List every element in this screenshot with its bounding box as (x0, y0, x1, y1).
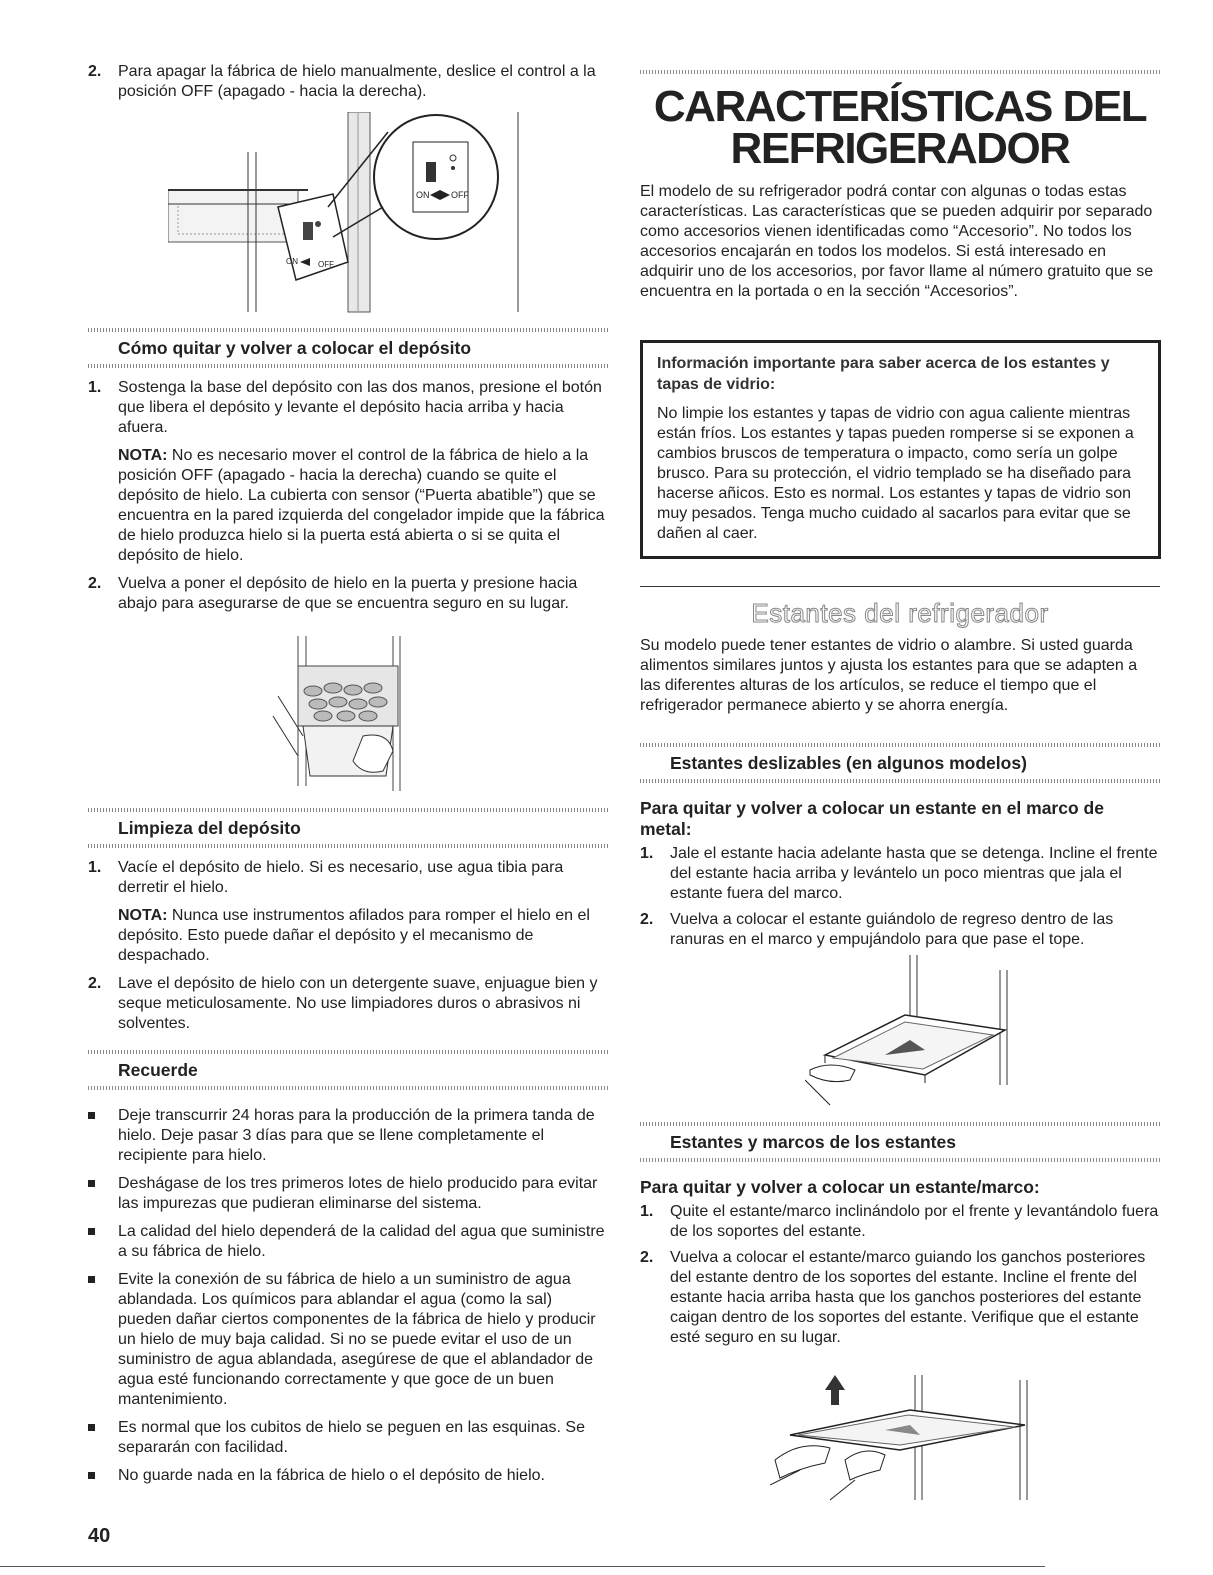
bullet-icon (88, 1424, 95, 1431)
features-intro: El modelo de su refrigerador podrá contar con algunas o todas estas características. Las características que se pueden adquirir por separado como accesorios vienen identificadas como “Accesorio”. No todos los accesorios encajarán en todos los modelos. Si está interesado en adquirir uno de los accesorios, por favor llame al número gratuito que se encuentra en la portada o en la sección “Accesorios”. (640, 183, 1154, 300)
divider-hatch (640, 1158, 1160, 1162)
shelf-frame-illustration (770, 1375, 1040, 1505)
bullet-icon (88, 1180, 95, 1187)
step-number: 1. (88, 379, 102, 396)
shelf-frames-section (640, 1122, 1160, 1348)
section-heading: Cómo quitar y volver a colocar el depósito (118, 338, 472, 358)
bullet-item (88, 1418, 608, 1458)
bullet-text: Deshágase de los tres primeros lotes de hielo producido para evitar las impurezas que pudieran eliminarse del sistema. (118, 1175, 598, 1212)
step-number: 2. (88, 63, 102, 80)
label-on-small: ON (286, 257, 298, 266)
step-turn-off (88, 62, 608, 102)
step-1 (640, 1202, 1160, 1242)
glass-shelves-info-box (640, 340, 1161, 559)
step-text: Lave el depósito de hielo con un detergente suave, enjuague bien y seque meticulosamente. No use limpiadores duros o abrasivos ni solventes. (118, 975, 598, 1032)
title-line-2: REFRIGERADOR (730, 124, 1070, 173)
bullet-icon (88, 1228, 95, 1235)
section-heading: Estantes deslizables (en algunos modelos) (670, 753, 1027, 773)
step-text: Vacíe el depósito de hielo. Si es necesario, use agua tibia para derretir el hielo. (118, 859, 564, 896)
bullet-text: Deje transcurrir 24 horas para la producción de la primera tanda de hielo. Deje pasar 3 días para que se llene completamente el recipiente para hielo. (118, 1107, 595, 1164)
label-off: OFF (451, 190, 469, 200)
section-heading: Recuerde (118, 1060, 198, 1080)
shelves-title: Estantes del refrigerador (751, 598, 1049, 628)
bullet-text: La calidad del hielo dependerá de la calidad del agua que suministre a su fábrica de hielo. (118, 1223, 605, 1260)
bullet-item (88, 1106, 608, 1166)
note-text: No es necesario mover el control de la fábrica de hielo a la posición OFF (apagado - hacia la derecha) cuando se quite el depósito de hielo. La cubierta con sensor (“Puerta abatible”) que se encuentra en la pared izquierda del congelador impide que la fábrica de hielo produzca hielo si la puerta está abierta o si se quita el depósito de hielo. (118, 447, 605, 564)
note (88, 446, 608, 566)
clean-bin-section (88, 808, 608, 1034)
section-heading: Limpieza del depósito (118, 818, 301, 838)
step-1 (640, 844, 1160, 904)
bullet-item (88, 1174, 608, 1214)
divider-hatch (88, 844, 608, 848)
step-2 (88, 974, 608, 1034)
note (88, 906, 608, 966)
subheading: Para quitar y volver a colocar un estante/marco: (640, 1177, 1040, 1197)
bullet-icon (88, 1276, 95, 1283)
subheading: Para quitar y volver a colocar un estante en el marco de metal: (640, 798, 1104, 839)
step-2 (640, 910, 1160, 950)
ice-maker-control-illustration (168, 112, 528, 317)
bullet-text: Es normal que los cubitos de hielo se peguen en las esquinas. Se separarán con facilidad. (118, 1419, 585, 1456)
up-arrow-icon (825, 1375, 845, 1405)
step-text: Para apagar la fábrica de hielo manualmente, deslice el control a la posición OFF (apagado - hacia la derecha). (118, 63, 596, 100)
remember-section (88, 1050, 608, 1486)
step-number: 1. (640, 1203, 654, 1220)
note-label: NOTA: (118, 447, 168, 464)
label-off-small: OFF (318, 260, 334, 269)
divider-hatch (640, 779, 1160, 783)
page-title (640, 82, 1160, 173)
divider-line (640, 586, 1160, 587)
step-number: 1. (640, 845, 654, 862)
step-text: Sostenga la base del depósito con las dos manos, presione el botón que libera el depósito y levante el depósito hacia arriba y hacia afuera. (118, 379, 602, 436)
divider-hatch (88, 364, 608, 368)
bullet-text: No guarde nada en la fábrica de hielo o el depósito de hielo. (118, 1467, 545, 1484)
label-on: ON (416, 190, 430, 200)
step-1 (88, 378, 608, 438)
step-number: 2. (88, 975, 102, 992)
bullet-item (88, 1466, 608, 1486)
divider-hatch (640, 70, 1160, 74)
step-number: 1. (88, 859, 102, 876)
step-1 (88, 858, 608, 898)
info-box-heading: Información importante para saber acerca de los estantes y tapas de vidrio: (657, 355, 1110, 393)
step-text: Quite el estante/marco inclinándolo por el frente y levantándolo fuera de los soportes del estante. (670, 1203, 1159, 1240)
page-number: 40 (88, 1525, 111, 1547)
bullet-item (88, 1270, 608, 1410)
page-bottom-rule (0, 1566, 1045, 1567)
step-text: Vuelva a poner el depósito de hielo en la puerta y presione hacia abajo para asegurarse de que se encuentra seguro en su lugar. (118, 575, 578, 612)
remove-bin-section (88, 328, 608, 614)
ice-bin-illustration (268, 636, 428, 796)
divider-hatch (88, 1086, 608, 1090)
step-number: 2. (640, 1249, 654, 1266)
sliding-shelf-illustration (805, 955, 1015, 1115)
step-number: 2. (640, 911, 654, 928)
step-number: 2. (88, 575, 102, 592)
info-box-text: No limpie los estantes y tapas de vidrio con agua caliente mientras están fríos. Los estantes y tapas pueden romperse si se exponen a cambios bruscos de temperatura o impacto, como sería un golpe brusco. Para su protección, el vidrio templado se ha diseñado para hacerse añicos. Esto es normal. Los estantes y tapas de vidrio son muy pesados. Tenga mucho cuidado al sacarlos para evitar que se dañen al caer. (657, 405, 1134, 542)
bullet-icon (88, 1472, 95, 1479)
step-text: Vuelva a colocar el estante/marco guiando los ganchos posteriores del estante dentro de los soportes del estante. Incline el frente del estante hacia arriba hasta que los ganchos posteriores del estante caigan dentro de los soportes del estante. Verifique que el estante esté seguro en su lugar. (670, 1249, 1146, 1346)
bullet-icon (88, 1112, 95, 1119)
step-2 (88, 574, 608, 614)
step-2 (640, 1248, 1160, 1348)
step-text: Jale el estante hacia adelante hasta que se detenga. Incline el frente del estante hacia arriba y levántelo un poco mientras que jala el estante fuera del marco. (670, 845, 1158, 902)
shelves-intro: Su modelo puede tener estantes de vidrio o alambre. Si usted guarda alimentos similares juntos y ajusta los estantes para que se adapten a las diferentes alturas de los artículos, se reduce el tiempo que el refrigerador permanece abierto y se ahorra energía. (640, 637, 1138, 714)
note-text: Nunca use instrumentos afilados para romper el hielo en el depósito. Esto puede dañar el depósito y el mecanismo de despachado. (118, 907, 590, 964)
sliding-shelves-section (640, 743, 1160, 950)
step-text: Vuelva a colocar el estante guiándolo de regreso dentro de las ranuras en el marco y empujándolo para que pase el tope. (670, 911, 1114, 948)
bullet-item (88, 1222, 608, 1262)
bullet-text: Evite la conexión de su fábrica de hielo a un suministro de agua ablandada. Los químicos para ablandar el agua (como la sal) pueden dañar ciertos componentes de la fábrica de hielo y producir un hielo de muy baja calidad. Si no se puede evitar el uso de un suministro de agua ablandada, asegúrese de que el ablandador de agua esté funcionando correctamente y que goce de un buen mantenimiento. (118, 1271, 596, 1408)
title-line-1: CARACTERÍSTICAS DEL (653, 82, 1147, 131)
section-heading: Estantes y marcos de los estantes (670, 1132, 956, 1152)
note-label: NOTA: (118, 907, 168, 924)
